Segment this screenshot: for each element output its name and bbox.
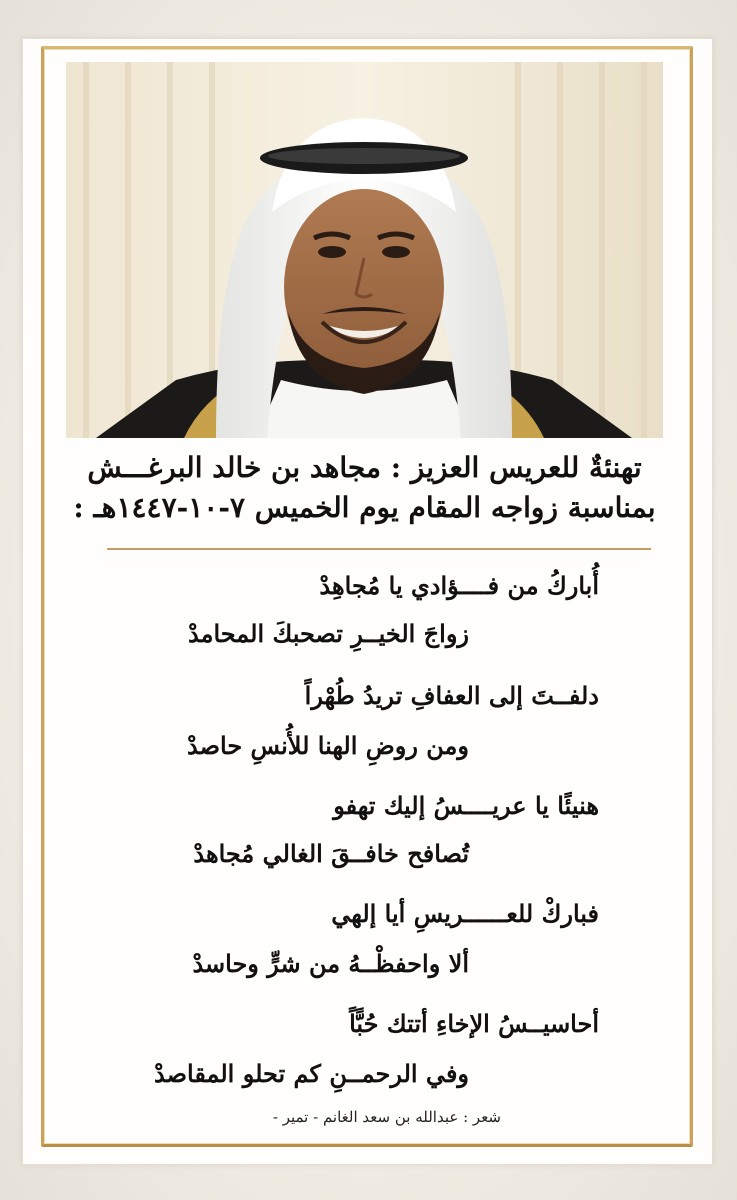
- poem-verse-5-second: وفي الرحمــنِ كم تحلو المقاصدْ: [154, 1059, 469, 1088]
- poet-credit: شعر : عبدالله بن سعد الغانم - تمير -: [272, 1108, 501, 1126]
- poem-verse-3-first: هنيئًا يا عريــــسُ إليك تهفو: [333, 791, 599, 820]
- poem-verse-1-first: أُباركُ من فــــؤادي يا مُجاهِدْ: [319, 571, 599, 600]
- poem-verse-1-second: زواجَ الخيــرِ تصحبكَ المحامدْ: [188, 619, 469, 648]
- groom-photo: [66, 62, 663, 438]
- occasion-subtitle: بمناسبة زواجه المقام يوم الخميس ٧-١٠-١٤٤٧هـ :: [73, 491, 656, 524]
- poem-verse-4-first: فباركْ للعــــــريسِ أيا إلهي: [331, 899, 599, 928]
- poem-verse-4-second: ألا واحفظْــهُ من شرٍّ وحاسدْ: [192, 949, 469, 978]
- poem-verse-2-second: ومن روضِ الهنا للأُنسِ حاصدْ: [187, 731, 469, 760]
- poem-verse-5-first: أحاسيــسُ الإخاءِ أتتك حُبًّاً: [349, 1009, 599, 1038]
- poem-verse-2-first: دلفــتَ إلى العفافِ تريدُ طُهْراً: [304, 681, 599, 710]
- title-divider: [107, 548, 651, 550]
- poem-verse-3-second: تُصافح خافــقَ الغالي مُجاهدْ: [193, 839, 469, 868]
- greeting-title: تهنئةٌ للعريس العزيز : مجاهد بن خالد البرغـــش: [87, 451, 642, 484]
- groom-portrait-illustration: [66, 62, 663, 438]
- title-block: [66, 448, 663, 528]
